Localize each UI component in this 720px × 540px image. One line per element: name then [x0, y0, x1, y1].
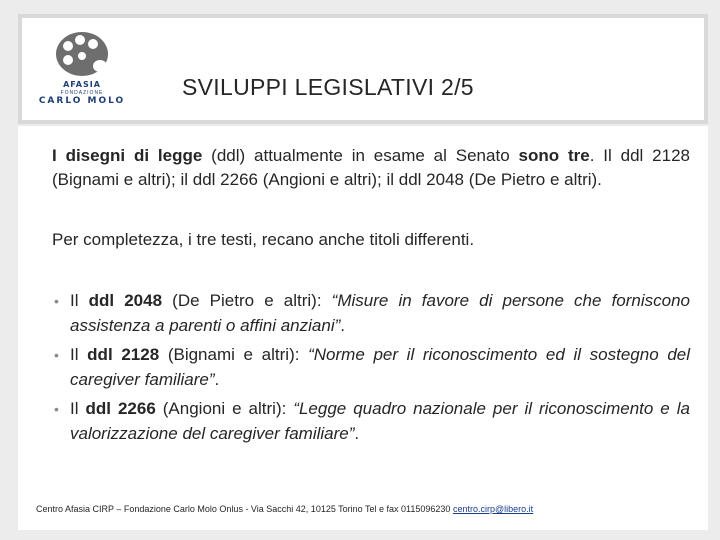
palette-logo-icon: [28, 20, 136, 80]
logo-text-carlo-molo: CARLO MOLO: [38, 96, 126, 106]
bill-authors: (De Pietro e altri):: [162, 291, 332, 310]
logo-text-fondazione: FONDAZIONE: [60, 90, 104, 96]
bullet-icon: •: [54, 347, 59, 363]
title-box: [22, 18, 704, 120]
logo-text-afasia: AFASIA: [63, 80, 101, 89]
bullet-icon: •: [54, 401, 59, 417]
bullet-end: .: [214, 369, 220, 389]
intro-mid: (ddl) attualmente in esame al Senato: [202, 146, 519, 165]
bill-number: ddl 2266: [85, 399, 156, 418]
list-item: [52, 289, 690, 338]
intro-lead: I disegni di legge: [52, 146, 203, 165]
intro-paragraph: [52, 144, 690, 192]
bill-number: ddl 2048: [88, 291, 163, 310]
list-item: [52, 343, 690, 392]
bill-authors: (Angioni e altri):: [155, 399, 294, 418]
bullet-prefix: Il: [70, 291, 89, 310]
fondazione-logo: [28, 20, 136, 116]
intro-emphasis: sono tre: [518, 146, 590, 165]
content-area: [18, 126, 708, 530]
bill-number: ddl 2128: [87, 345, 160, 364]
bill-title: “Legge quadro nazionale per il riconoscimento e la valorizzazione del caregiver familiare”: [70, 399, 690, 443]
bill-title: “Norme per il riconoscimento ed il sostegno del caregiver familiare”: [70, 345, 690, 389]
slide-title: SVILUPPI LEGISLATIVI 2/5: [182, 74, 474, 100]
footer: [36, 504, 696, 514]
bill-title: “Misure in favore di persone che forniscono assistenza a parenti o affini anziani”: [70, 291, 691, 335]
footer-email-link[interactable]: centro.cirp@libero.it: [452, 504, 534, 514]
bullet-prefix: Il: [70, 345, 88, 364]
bullet-prefix: Il: [70, 399, 86, 418]
footer-text: Centro Afasia CIRP – Fondazione Carlo Molo Onlus - Via Sacchi 42, 10125 Torino Tel e fax 0115096230: [36, 504, 453, 514]
bill-authors: (Bignami e altri):: [159, 345, 309, 364]
bullet-end: .: [354, 423, 360, 443]
list-item: [52, 397, 690, 446]
bullet-end: .: [340, 315, 345, 335]
intro-rest: . Il ddl 2128 (Bignami e altri); il ddl 2266 (Angioni e altri); il ddl 2048 (De Pietro e altri).: [52, 146, 690, 189]
bill-list: [52, 289, 690, 451]
completeness-paragraph: Per completezza, i tre testi, recano anche titoli differenti.: [52, 230, 475, 249]
bullet-icon: •: [54, 293, 59, 309]
